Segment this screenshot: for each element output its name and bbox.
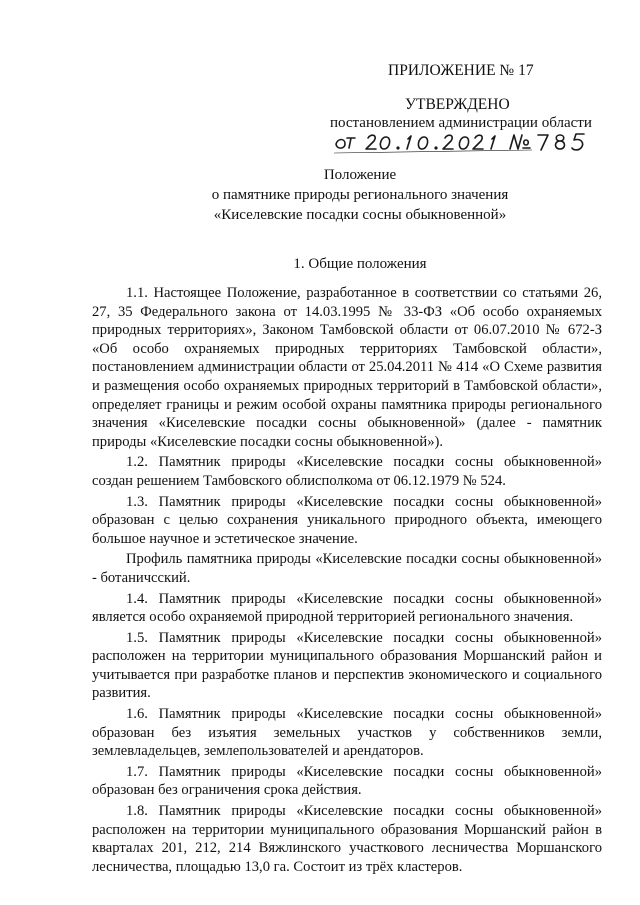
paragraph: 1.8. Памятник природы «Киселевские посадки сосны обыкновенной» расположен на территории муниципального образования Моршанский район в кварталах 201, 212, 214 Вяжлинского участкового лесничества Моршанского лесничества, площадью 13,0 га. Состоит из трёх кластеров. <box>92 803 602 875</box>
paragraph: 1.7. Памятник природы «Киселевские посадки сосны обыкновенной» образован без ограничения срока действия. <box>92 763 602 799</box>
appendix-number: ПРИЛОЖЕНИЕ № 17 <box>388 62 534 79</box>
paragraph: 1.6. Памятник природы «Киселевские посадки сосны обыкновенной» образован без изъятия земельных участков у собственников земли, землевладельцев, землепользователей и арендаторов. <box>92 706 602 760</box>
paragraph: 1.3. Памятник природы «Киселевские посадки сосны обыкновенной» образован с целью сохранения уникального природного объекта, имеющего большое научное и эстетическое значение. <box>92 493 602 547</box>
title-line-3: «Киселевские посадки сосны обыкновенной» <box>213 207 507 223</box>
paragraph: 1.4. Памятник природы «Киселевские посадки сосны обыкновенной» является особо охраняемой природной территорией регионального значения. <box>92 590 602 626</box>
paragraph: 1.5. Памятник природы «Киселевские посадки сосны обыкновенной» расположен на территории муниципального образования Моршанский район и учитывается при разработке планов и перспектив экономического и социального развития. <box>92 629 602 702</box>
section-heading: 1. Общие положения <box>293 256 427 272</box>
handwritten-date-signature <box>332 126 592 156</box>
document-body <box>92 284 602 876</box>
decree-reference: постановлением администрации области <box>330 115 592 131</box>
paragraph: Профиль памятника природы «Киселевские посадки сосны обыкновенной» - ботаничсский. <box>92 551 602 586</box>
approved-label: УТВЕРЖДЕНО <box>405 96 510 113</box>
title-line-2: о памятнике природы регионального значения <box>211 187 509 203</box>
title-line-1: Положение <box>323 167 397 183</box>
paragraph: 1.1. Настоящее Положение, разработанное в соответствии со статьями 26, 27, 35 Федерального закона от 14.03.1995 № 33-ФЗ «Об особо охраняемых природных территориях», Законом Тамбовской области от 06.07.2010 № 672-З «Об особо охраняемых природных территориях Тамбовской области», постановлением администрации области от 25.04.2011 № 414 «О Схеме развития и размещения особо охраняемых природных территорий в Тамбовской области», определяет границы и режим особой охраны памятника природы регионального значения «Киселевские посадки сосны обыкновенной» (далее - памятник природы «Киселевские посадки сосны обыкновенной»). <box>92 285 602 450</box>
paragraph: 1.2. Памятник природы «Киселевские посадки сосны обыкновенной» создан решением Тамбовского облисполкома от 06.12.1979 № 524. <box>92 454 602 489</box>
document-title <box>60 165 640 225</box>
